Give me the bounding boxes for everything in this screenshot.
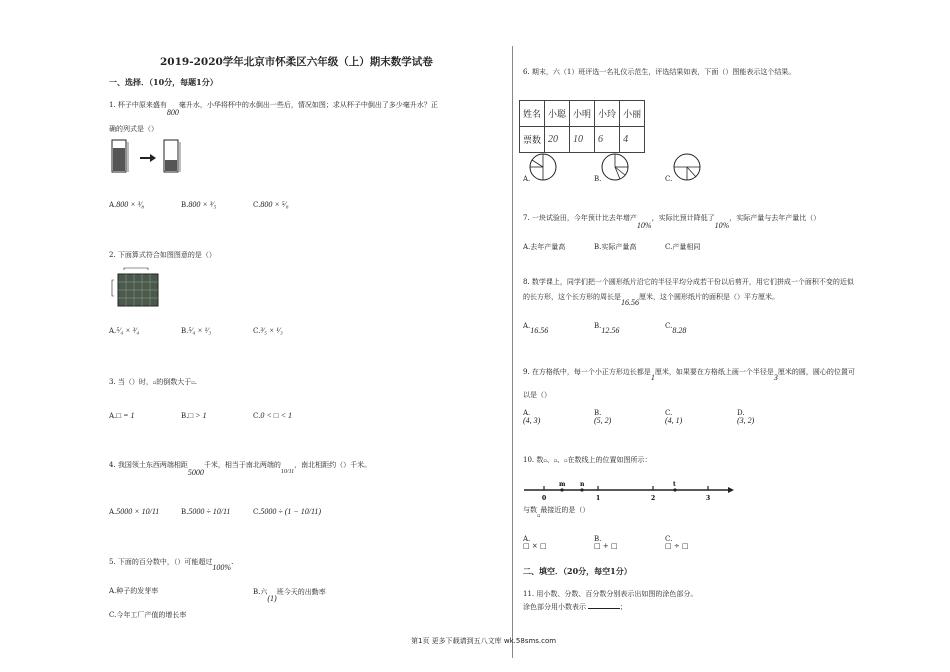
tick-label: 2 (651, 495, 656, 502)
q5-text: 5. 下面的百分数中，（）可能超过100%. (109, 558, 234, 572)
q3-text: 3. 当（）时，▫的倒数大于▫. (109, 378, 197, 386)
arrow-icon (728, 487, 734, 493)
q9-option-b[interactable]: B. (5, 2) (594, 409, 612, 425)
q7-option-a[interactable]: A.去年产量高 (523, 243, 566, 251)
q2-text: 2. 下面算式符合如图图意的是（） (109, 251, 216, 259)
q7-option-b[interactable]: B.实际产量高 (594, 243, 637, 251)
table-cell: 20 (545, 127, 570, 153)
q6-text: 6. 期末，六（1）班评选一名礼仪示范生，评选结果如表，下面（）图能表示这个结果。 (523, 68, 796, 76)
q6-pie-b[interactable] (600, 152, 630, 182)
q9-option-a[interactable]: A. (4, 3) (523, 409, 541, 425)
table-cell: 10 (570, 127, 595, 153)
q1-option-a[interactable]: A.800 × ³⁄₈ (109, 200, 145, 209)
point-label: t (673, 481, 676, 488)
q1-option-c[interactable]: C.800 × ⁵⁄₈ (253, 200, 289, 209)
q3-option-b[interactable]: B.□ > 1 (181, 411, 207, 420)
q6-pie-a[interactable] (528, 152, 558, 182)
q9-option-d[interactable]: D. (3, 2) (737, 409, 755, 425)
q3-option-a[interactable]: A.□ = 1 (109, 411, 135, 420)
q1-line2: 确的列式是（） (109, 125, 158, 133)
table-header: 小聪 (545, 101, 570, 127)
q10-option-c[interactable]: C. □ ÷ □ (665, 535, 689, 550)
q2-option-a[interactable]: A.⁵⁄₄ × ³⁄₄ (109, 326, 140, 335)
table-header: 姓名 (520, 101, 545, 127)
point-label: m (559, 481, 566, 488)
q10-text: 10. 数▫、▫、▫在数线上的位置如图所示： (523, 456, 652, 464)
point-label: n (580, 481, 585, 488)
q4-option-a[interactable]: A.5000 × 10/11 (109, 507, 160, 516)
q10-option-b[interactable]: B. □ + □ (594, 535, 618, 550)
q6-option-a[interactable]: A. (523, 175, 531, 183)
q2-option-b[interactable]: B.⁵⁄₄ × ¹⁄₃ (181, 326, 212, 335)
q9-line1: 9. 在方格纸中，每一个小正方形边长都是1厘米，如果要在方格纸上画一个半径是3厘米的圆，圆心的位置可 (523, 368, 855, 382)
table-header: 小丽 (620, 101, 645, 127)
q8-line2: 的长方形，这个长方形的周长是16.56厘米，这个圆形纸片的面积是（）平方厘米。 (523, 293, 779, 307)
tick-label: 0 (542, 495, 547, 502)
q4-text: 4. 我国领土东西两端相距5000千米，相当于南北两端的10/11，南北相距约（）千米。 (109, 461, 372, 477)
q6-pie-c[interactable] (672, 152, 702, 182)
answer-blank[interactable] (588, 608, 620, 609)
q6-vote-table (519, 100, 645, 153)
q8-line1: 8. 数学课上，同学们把一个圆形纸片沿它的半径平均分成若干份以后剪开，用它们拼成一个面积不变的近似 (523, 278, 854, 286)
table-row-label: 票数 (520, 127, 545, 153)
q9-line2: 以是（） (523, 391, 551, 399)
q11-line2: 涂色部分用小数表示 ； (523, 603, 627, 611)
q5-option-b[interactable]: B.六(1)班今天的出勤率 (253, 588, 326, 603)
q8-option-b[interactable]: B.12.56 (594, 322, 620, 335)
q4-option-b[interactable]: B.5000 ÷ 10/11 (181, 507, 231, 516)
q4-option-c[interactable]: C.5000 ÷ (1 − 10/11) (253, 507, 322, 516)
q5-option-c[interactable]: C.今年工厂产值的增长率 (109, 611, 187, 619)
q2-grid-figure (110, 268, 162, 308)
table-cell: 4 (620, 127, 645, 153)
q5-option-a[interactable]: A.种子的发芽率 (109, 587, 159, 595)
tick-label: 1 (596, 495, 601, 502)
q1-cup-figure (110, 138, 190, 176)
q7-option-c[interactable]: C.产量相同 (665, 243, 701, 251)
tick-label: 3 (706, 495, 711, 502)
q11-line1: 11. 用小数、分数、百分数分别表示出如图的涂色部分。 (523, 590, 698, 598)
arrow-icon (140, 154, 156, 162)
q1-option-b[interactable]: B.800 × ³⁄₅ (181, 200, 217, 209)
section-2-heading: 二、填空．（20分，每空1分） (523, 566, 632, 576)
q10-number-line (520, 478, 736, 502)
table-header: 小玲 (595, 101, 620, 127)
q6-option-b[interactable]: B. (594, 175, 602, 183)
table-cell: 6 (595, 127, 620, 153)
q6-option-c[interactable]: C. (665, 175, 673, 183)
q9-option-c[interactable]: C. (4, 1) (665, 409, 683, 425)
q10-text-2: 与数$_▫$最接近的是（） (523, 506, 590, 519)
q1-line1: 1. 杯子中原来盛有800毫升水，小华将杯中的水倒出一些后，情况如图；求从杯子中倒出了多少毫升水？正 (109, 101, 438, 117)
q8-option-c[interactable]: C.8.28 (665, 322, 687, 335)
section-1-heading: 一、选择．（10分，每题1分） (109, 77, 218, 87)
q2-option-c[interactable]: C.³⁄₅ × ¹⁄₃ (253, 326, 283, 335)
q8-option-a[interactable]: A.16.56 (523, 322, 549, 335)
q10-option-a[interactable]: A. □ × □ (523, 535, 547, 550)
q3-option-c[interactable]: C.0 < □ < 1 (253, 411, 292, 420)
column-divider (512, 46, 513, 658)
page-title: 2019-2020学年北京市怀柔区六年级（上）期末数学试卷 (160, 56, 433, 68)
page-footer: 第1页 更多下载请到五八文库 wk.58sms.com (411, 637, 557, 645)
q7-text: 7. 一块试验田，今年预计比去年增产10%，实际比预计降低了10%，实际产量与去年产量比（） (523, 214, 821, 230)
table-header: 小明 (570, 101, 595, 127)
